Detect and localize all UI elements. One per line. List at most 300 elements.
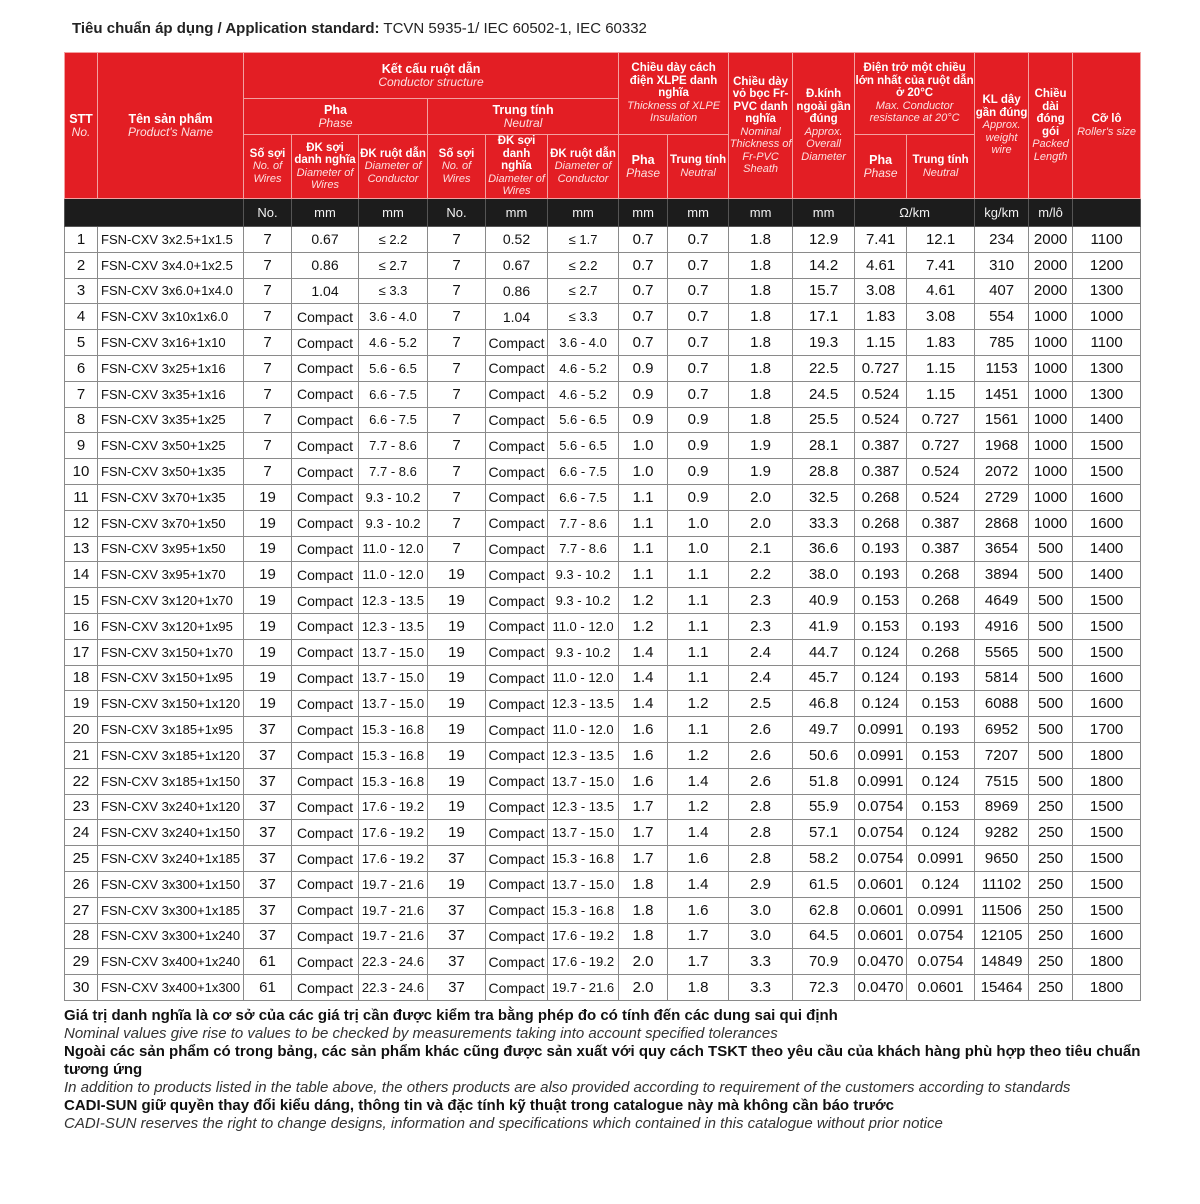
table-cell: 0.124 [907,768,975,794]
table-cell: 57.1 [793,820,855,846]
table-cell: 0.86 [292,252,359,278]
table-cell: 0.727 [907,407,975,433]
table-cell: 2.3 [729,613,793,639]
table-cell: 1.8 [668,975,729,1001]
col-resistance-neutral: Trung tính Neutral [907,135,975,199]
table-cell: 1000 [1029,459,1073,485]
table-cell: 1.6 [619,742,668,768]
table-cell: 19 [428,820,486,846]
table-cell: 1.8 [729,355,793,381]
col-max-resistance: Điện trở một chiều lớn nhất của ruột dẫn ở 20°C Max. Conductor resistance at 20°C [855,53,975,135]
table-cell: FSN-CXV 3x95+1x50 [98,536,244,562]
table-cell: 55.9 [793,794,855,820]
table-cell: 1500 [1073,897,1141,923]
table-cell: 7 [428,330,486,356]
table-cell: Compact [292,330,359,356]
table-cell: 4.6 - 5.2 [548,381,619,407]
col-phase-wires: Số sợi No. of Wires [244,135,292,199]
table-cell: 17.6 - 19.2 [359,794,428,820]
unit-blank [65,199,244,227]
table-cell: 0.124 [907,871,975,897]
table-cell: 15.3 - 16.8 [548,897,619,923]
table-cell: Compact [292,742,359,768]
table-cell: 1.4 [668,820,729,846]
table-cell: 1.15 [907,355,975,381]
table-cell: 500 [1029,691,1073,717]
table-cell: 11.0 - 12.0 [548,665,619,691]
table-cell: 37 [428,975,486,1001]
table-cell: 1700 [1073,717,1141,743]
table-cell: 15 [65,588,98,614]
table-cell: 7 [428,355,486,381]
table-cell: 2.0 [729,484,793,510]
unit-cell: mm [292,199,359,227]
table-cell: Compact [292,871,359,897]
col-neutral-wires: Số sợi No. of Wires [428,135,486,199]
table-cell: 1800 [1073,768,1141,794]
unit-cell: Ω/km [855,199,975,227]
table-cell: 1500 [1073,459,1141,485]
table-cell: 1.15 [907,381,975,407]
table-row [65,330,1141,356]
table-cell: Compact [486,355,548,381]
table-cell: 1.7 [619,820,668,846]
table-cell: 1600 [1073,510,1141,536]
table-cell: 19 [428,588,486,614]
table-row [65,433,1141,459]
table-cell: 7207 [975,742,1029,768]
table-cell: FSN-CXV 3x240+1x185 [98,846,244,872]
table-cell: 19 [428,794,486,820]
table-cell: Compact [292,717,359,743]
table-cell: 29 [65,949,98,975]
table-cell: 0.193 [907,665,975,691]
table-cell: 1.4 [619,665,668,691]
table-cell: 0.0601 [907,975,975,1001]
table-cell: 4.6 - 5.2 [548,355,619,381]
table-cell: 1.2 [668,742,729,768]
table-cell: 2868 [975,510,1029,536]
col-resistance-phase: Pha Phase [855,135,907,199]
table-cell: 9650 [975,846,1029,872]
table-cell: FSN-CXV 3x185+1x120 [98,742,244,768]
unit-blank [1073,199,1141,227]
table-cell: 0.9 [668,459,729,485]
table-cell: 1000 [1029,381,1073,407]
table-cell: 17.6 - 19.2 [359,846,428,872]
table-cell: FSN-CXV 3x95+1x70 [98,562,244,588]
note-english: In addition to products listed in the table above, the others products are also provided according to requirement of the customers according to standards [64,1079,1071,1096]
table-cell: 1.8 [619,871,668,897]
table-row [65,227,1141,253]
table-cell: ≤ 2.7 [359,252,428,278]
table-cell: 0.0601 [855,897,907,923]
table-cell: 17.6 - 19.2 [548,949,619,975]
table-cell: FSN-CXV 3x240+1x120 [98,794,244,820]
table-cell: 500 [1029,588,1073,614]
table-cell: Compact [292,820,359,846]
col-neutral-conductor-diameter: ĐK ruột dẫn Diameter of Conductor [548,135,619,199]
table-cell: 8 [65,407,98,433]
table-cell: 12.3 - 13.5 [548,794,619,820]
unit-cell: mm [486,199,548,227]
table-cell: 1000 [1029,433,1073,459]
table-cell: 0.268 [855,510,907,536]
table-cell: 1451 [975,381,1029,407]
table-cell: Compact [486,381,548,407]
table-cell: 49.7 [793,717,855,743]
table-cell: 1800 [1073,949,1141,975]
table-cell: 250 [1029,897,1073,923]
table-cell: 7 [244,330,292,356]
table-cell: 0.727 [855,355,907,381]
note-english: Nominal values give rise to values to be checked by measurements taking into account specified tolerances [64,1025,778,1042]
table-cell: 3.6 - 4.0 [548,330,619,356]
table-cell: 0.9 [668,484,729,510]
table-cell: 1.2 [619,613,668,639]
table-cell: 0.193 [855,562,907,588]
table-cell: FSN-CXV 3x16+1x10 [98,330,244,356]
table-cell: 19 [428,639,486,665]
table-cell: 0.0991 [907,897,975,923]
table-cell: 1500 [1073,794,1141,820]
table-cell: 2.2 [729,562,793,588]
table-cell: 7 [428,484,486,510]
table-row [65,975,1141,1001]
table-cell: 250 [1029,975,1073,1001]
table-cell: FSN-CXV 3x150+1x70 [98,639,244,665]
table-cell: ≤ 2.7 [548,278,619,304]
table-cell: 1.83 [907,330,975,356]
table-cell: 25.5 [793,407,855,433]
table-cell: Compact [486,484,548,510]
table-cell: 13.7 - 15.0 [548,820,619,846]
table-cell: Compact [292,381,359,407]
table-cell: 37 [244,820,292,846]
table-cell: 1.6 [668,897,729,923]
table-cell: 1153 [975,355,1029,381]
table-cell: 7.41 [907,252,975,278]
table-cell: 13.7 - 15.0 [359,665,428,691]
table-cell: 2.0 [729,510,793,536]
table-cell: FSN-CXV 3x35+1x25 [98,407,244,433]
table-cell: 7 [65,381,98,407]
table-cell: ≤ 2.2 [548,252,619,278]
table-cell: 554 [975,304,1029,330]
table-cell: 2.3 [729,588,793,614]
table-cell: 500 [1029,562,1073,588]
table-cell: 2.8 [729,794,793,820]
table-cell: 45.7 [793,665,855,691]
table-cell: Compact [486,613,548,639]
table-cell: 13.7 - 15.0 [359,691,428,717]
table-cell: 1500 [1073,846,1141,872]
table-cell: 4649 [975,588,1029,614]
table-cell: Compact [486,975,548,1001]
table-cell: 0.9 [619,355,668,381]
table-cell: 6.6 - 7.5 [359,381,428,407]
table-cell: 19 [428,691,486,717]
table-cell: 9282 [975,820,1029,846]
table-cell: 0.153 [907,691,975,717]
table-cell: 26 [65,871,98,897]
table-cell: Compact [486,536,548,562]
col-overall-diameter: Đ.kính ngoài gần đúng Approx. Overall Diameter [793,53,855,199]
table-cell: 37 [244,742,292,768]
table-cell: 4916 [975,613,1029,639]
table-cell: 5565 [975,639,1029,665]
table-cell: 7 [428,433,486,459]
table-cell: FSN-CXV 3x35+1x16 [98,381,244,407]
table-cell: 1561 [975,407,1029,433]
table-cell: 1500 [1073,871,1141,897]
table-cell: 30 [65,975,98,1001]
table-cell: 70.9 [793,949,855,975]
table-cell: Compact [292,691,359,717]
table-cell: 0.0991 [907,846,975,872]
table-cell: Compact [292,665,359,691]
table-cell: 0.9 [668,407,729,433]
col-conductor-neutral: Trung tính Neutral [428,99,619,135]
table-cell: 1.8 [729,252,793,278]
unit-cell: No. [428,199,486,227]
table-cell: 1400 [1073,536,1141,562]
table-cell: Compact [292,794,359,820]
table-cell: FSN-CXV 3x150+1x95 [98,665,244,691]
table-cell: 1.83 [855,304,907,330]
table-cell: 17.1 [793,304,855,330]
table-cell: 500 [1029,717,1073,743]
table-cell: 1500 [1073,639,1141,665]
table-cell: 2.1 [729,536,793,562]
table-cell: Compact [486,407,548,433]
table-cell: 250 [1029,871,1073,897]
table-cell: 37 [428,846,486,872]
table-cell: 3 [65,278,98,304]
table-cell: 1.1 [619,562,668,588]
table-cell: ≤ 3.3 [548,304,619,330]
table-cell: Compact [292,562,359,588]
table-cell: 1.1 [619,536,668,562]
table-cell: 12105 [975,923,1029,949]
table-cell: 7 [428,278,486,304]
col-sheath-thickness: Chiều dày vỏ bọc Fr-PVC danh nghĩa Nominal Thickness of Fr-PVC Sheath [729,53,793,199]
table-cell: 22.5 [793,355,855,381]
table-cell: 37 [244,871,292,897]
table-cell: 250 [1029,846,1073,872]
unit-cell: mm [668,199,729,227]
table-cell: 1.4 [668,871,729,897]
table-cell: 19.7 - 21.6 [359,871,428,897]
table-cell: 13 [65,536,98,562]
table-row [65,820,1141,846]
table-cell: FSN-CXV 3x50+1x25 [98,433,244,459]
table-cell: 9.3 - 10.2 [359,484,428,510]
table-cell: 7 [428,459,486,485]
table-cell: 24 [65,820,98,846]
table-cell: 1.2 [668,794,729,820]
table-cell: 2.9 [729,871,793,897]
table-cell: 37 [244,923,292,949]
table-cell: 37 [244,897,292,923]
table-cell: 1100 [1073,330,1141,356]
table-cell: Compact [486,588,548,614]
table-cell: 1000 [1073,304,1141,330]
table-cell: 7 [244,381,292,407]
table-cell: 1.8 [729,407,793,433]
table-cell: 19 [244,536,292,562]
table-cell: Compact [486,742,548,768]
table-cell: 7 [244,304,292,330]
table-cell: 1.0 [619,459,668,485]
table-row [65,355,1141,381]
table-cell: 0.153 [907,742,975,768]
table-cell: 72.3 [793,975,855,1001]
table-cell: 250 [1029,820,1073,846]
table-cell: 27 [65,897,98,923]
table-cell: 5814 [975,665,1029,691]
table-cell: 28.1 [793,433,855,459]
table-cell: 1500 [1073,588,1141,614]
table-cell: 19 [428,613,486,639]
table-cell: Compact [486,639,548,665]
table-cell: 500 [1029,768,1073,794]
table-cell: 3.6 - 4.0 [359,304,428,330]
table-cell: 2 [65,252,98,278]
table-cell: 407 [975,278,1029,304]
table-cell: 32.5 [793,484,855,510]
table-cell: 7 [428,227,486,253]
table-cell: 0.0601 [855,871,907,897]
table-cell: 5.6 - 6.5 [548,407,619,433]
table-row [65,717,1141,743]
table-cell: 1.1 [668,639,729,665]
table-cell: 1 [65,227,98,253]
table-cell: 250 [1029,949,1073,975]
table-cell: 310 [975,252,1029,278]
table-cell: 11.0 - 12.0 [548,717,619,743]
table-cell: 7 [428,536,486,562]
table-row [65,536,1141,562]
table-cell: 37 [428,897,486,923]
table-cell: Compact [292,975,359,1001]
table-cell: 7.7 - 8.6 [548,536,619,562]
table-cell: Compact [486,562,548,588]
table-cell: 785 [975,330,1029,356]
table-cell: 18 [65,665,98,691]
table-cell: 64.5 [793,923,855,949]
table-cell: 1.4 [619,691,668,717]
table-cell: 9.3 - 10.2 [548,562,619,588]
table-cell: 1.04 [292,278,359,304]
table-cell: Compact [292,536,359,562]
table-cell: 9.3 - 10.2 [548,639,619,665]
table-row [65,484,1141,510]
table-cell: 38.0 [793,562,855,588]
table-cell: 1600 [1073,923,1141,949]
table-cell: 21 [65,742,98,768]
table-cell: 19.7 - 21.6 [359,923,428,949]
table-cell: 1.8 [729,381,793,407]
table-cell: 23 [65,794,98,820]
table-cell: 19 [244,588,292,614]
table-cell: 11.0 - 12.0 [359,536,428,562]
table-header [65,53,1141,227]
table-cell: 5.6 - 6.5 [359,355,428,381]
table-cell: 0.524 [855,407,907,433]
col-product-name: Tên sản phẩm Product's Name [98,53,244,199]
unit-cell: mm [619,199,668,227]
table-row [65,949,1141,975]
table-cell: 6.6 - 7.5 [548,484,619,510]
table-cell: FSN-CXV 3x70+1x35 [98,484,244,510]
table-cell: 11 [65,484,98,510]
table-cell: 0.0754 [855,820,907,846]
table-cell: 7 [428,407,486,433]
table-cell: 1.1 [668,588,729,614]
standard-value: TCVN 5935-1/ IEC 60502-1, IEC 60332 [383,20,647,37]
table-cell: FSN-CXV 3x120+1x95 [98,613,244,639]
table-cell: 1.2 [619,588,668,614]
table-cell: 4.61 [907,278,975,304]
table-cell: FSN-CXV 3x70+1x50 [98,510,244,536]
table-cell: FSN-CXV 3x400+1x240 [98,949,244,975]
table-cell: 24.5 [793,381,855,407]
table-cell: 0.268 [907,588,975,614]
table-cell: 7 [244,459,292,485]
table-cell: 3.3 [729,975,793,1001]
table-cell: 3.0 [729,923,793,949]
table-cell: 9 [65,433,98,459]
table-cell: 1000 [1029,355,1073,381]
table-cell: Compact [292,949,359,975]
table-cell: 19 [244,613,292,639]
table-cell: 7.7 - 8.6 [359,433,428,459]
table-cell: 2729 [975,484,1029,510]
table-cell: 0.193 [907,613,975,639]
unit-cell: mm [548,199,619,227]
note-vietnamese: Ngoài các sản phẩm có trong bảng, các sản phẩm khác cũng được sản xuất với quy cách TSKT theo yêu cầu của khách hàng phù hợp theo tiêu chuẩn tương ứng [64,1043,1141,1078]
table-cell: 500 [1029,665,1073,691]
table-cell: 7 [428,304,486,330]
table-cell: 0.0991 [855,768,907,794]
table-cell: 0.7 [668,330,729,356]
table-cell: 0.0991 [855,742,907,768]
table-cell: 0.7 [619,278,668,304]
table-cell: 1.2 [668,691,729,717]
table-body [65,227,1141,1001]
table-cell: FSN-CXV 3x4.0+1x2.5 [98,252,244,278]
table-cell: 7.7 - 8.6 [548,510,619,536]
table-cell: 1.1 [668,562,729,588]
table-cell: 0.387 [907,510,975,536]
table-cell: 19 [244,639,292,665]
table-cell: 12.3 - 13.5 [548,742,619,768]
table-cell: 7 [428,381,486,407]
col-insulation-neutral: Trung tính Neutral [668,135,729,199]
table-cell: 0.524 [855,381,907,407]
table-cell: 0.9 [668,433,729,459]
table-cell: 500 [1029,536,1073,562]
table-cell: 0.7 [668,278,729,304]
table-cell: 0.153 [907,794,975,820]
table-cell: 15.3 - 16.8 [359,742,428,768]
col-packed-length: Chiều dài đóng gói Packed Length [1029,53,1073,199]
table-cell: 17.6 - 19.2 [548,923,619,949]
table-cell: 40.9 [793,588,855,614]
table-cell: 1.15 [855,330,907,356]
table-cell: 1000 [1029,510,1073,536]
